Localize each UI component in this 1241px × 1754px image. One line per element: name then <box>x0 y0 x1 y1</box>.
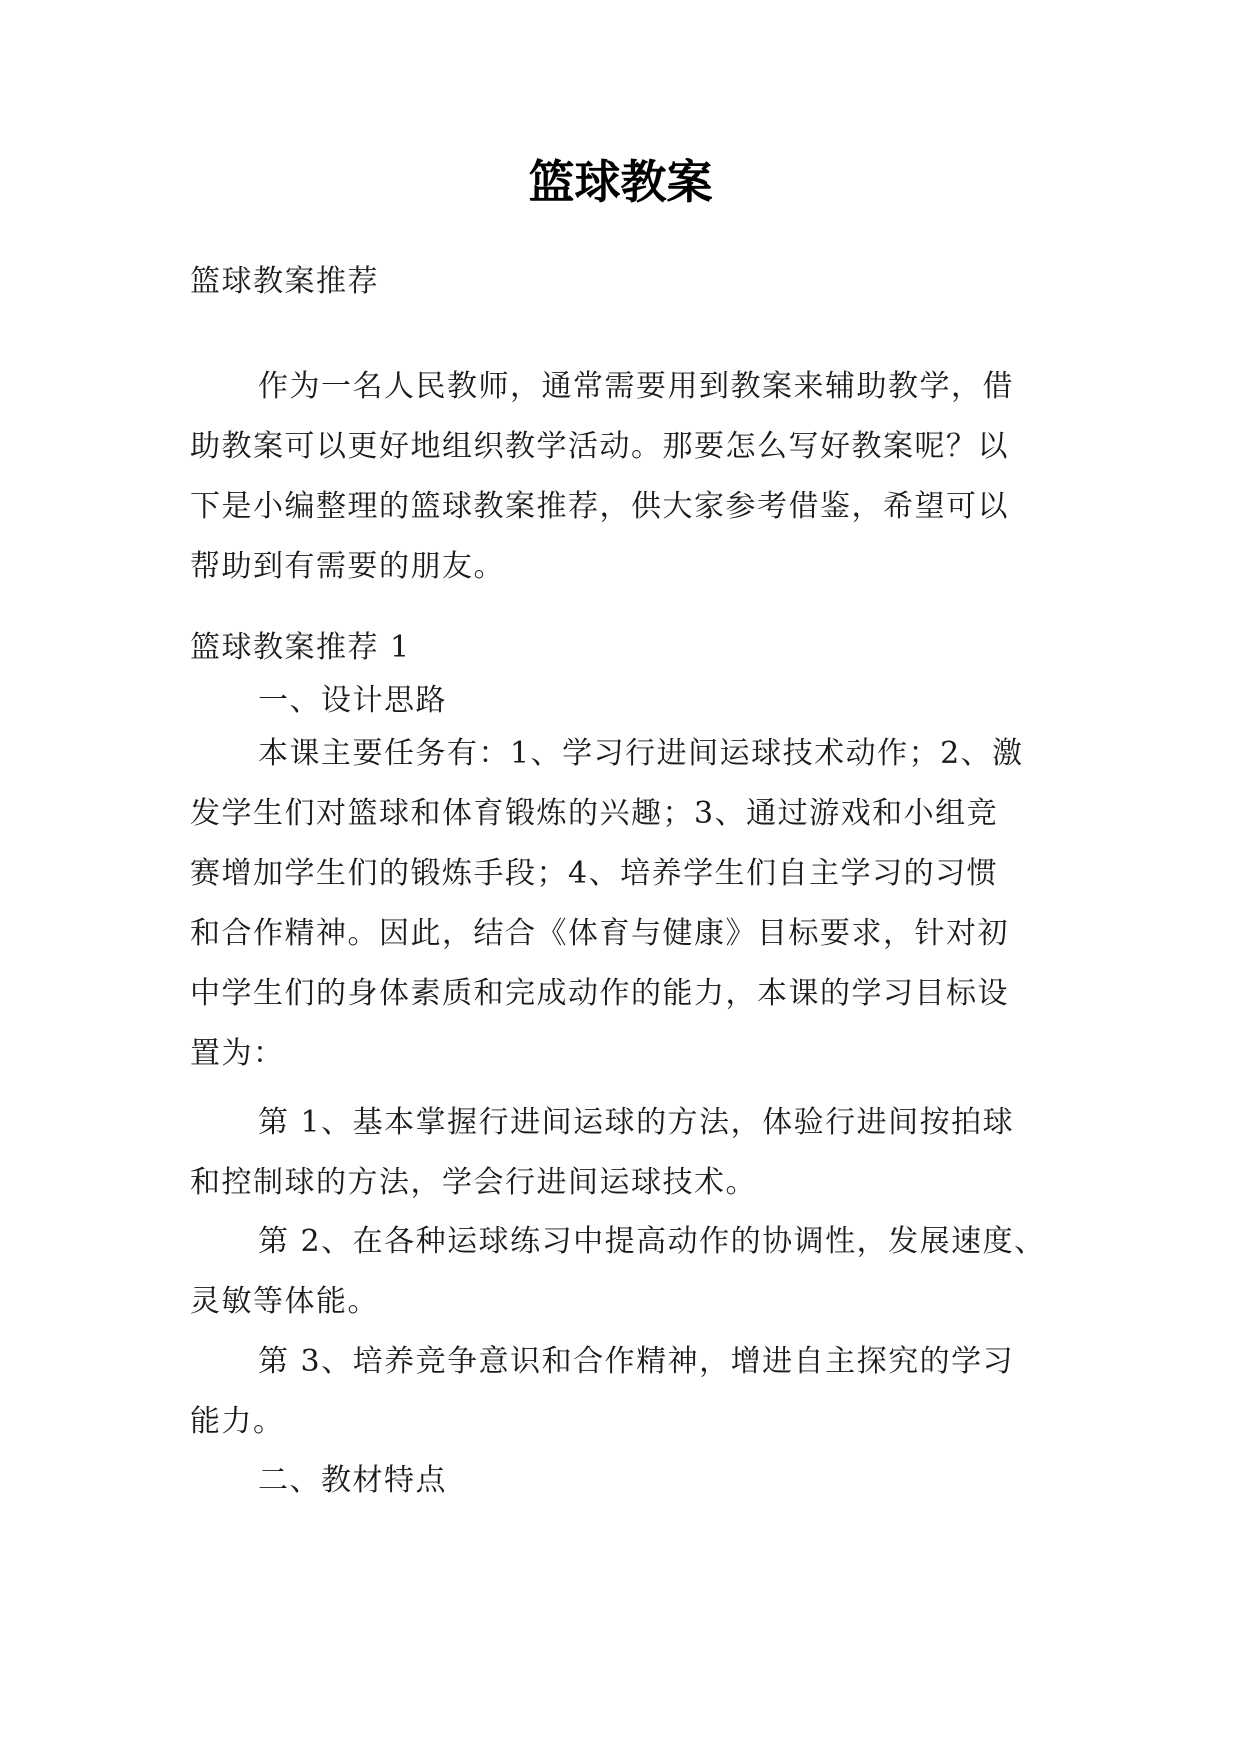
heading-text: 二、教材特点 <box>258 1463 447 1498</box>
tasks-line: 赛增加学生们的锻炼手段；4、培养学生们自主学习的习惯 <box>190 856 999 891</box>
document-title: 篮球教案 <box>528 155 713 209</box>
goal-line: 第 2、在各种运球练习中提高动作的协调性，发展速度、 <box>258 1224 1046 1259</box>
goal-line: 第 1、基本掌握行进间运球的方法，体验行进间按拍球 <box>258 1105 1015 1140</box>
goal-line: 灵敏等体能。 <box>190 1284 379 1319</box>
tasks-line: 置为： <box>190 1036 285 1071</box>
document-subtitle <box>190 252 1070 312</box>
section-title-text: 篮球教案推荐 1 <box>190 630 411 665</box>
heading-material-features <box>190 1451 1070 1511</box>
subtitle-text: 篮球教案推荐 <box>190 264 379 299</box>
section-title <box>190 618 1070 678</box>
tasks-line: 和合作精神。因此，结合《体育与健康》目标要求，针对初 <box>190 916 1009 951</box>
goal-3-paragraph <box>190 1332 1070 1452</box>
intro-line: 助教案可以更好地组织教学活动。那要怎么写好教案呢？以 <box>190 429 1009 464</box>
heading-design-ideas <box>190 671 1070 731</box>
tasks-line: 本课主要任务有：1、学习行进间运球技术动作；2、激 <box>258 736 1024 771</box>
tasks-line: 发学生们对篮球和体育锻炼的兴趣；3、通过游戏和小组竞 <box>190 796 999 831</box>
intro-line: 作为一名人民教师，通常需要用到教案来辅助教学，借 <box>258 369 1014 404</box>
goal-1-paragraph <box>190 1093 1070 1213</box>
heading-text: 一、设计思路 <box>258 683 447 718</box>
tasks-line: 中学生们的身体素质和完成动作的能力，本课的学习目标设 <box>190 976 1009 1011</box>
goal-line: 能力。 <box>190 1404 285 1439</box>
goal-2-paragraph <box>190 1212 1070 1332</box>
goal-line: 第 3、培养竞争意识和合作精神，增进自主探究的学习 <box>258 1344 1015 1379</box>
intro-paragraph <box>190 357 1070 597</box>
intro-line: 帮助到有需要的朋友。 <box>190 549 505 584</box>
intro-line: 下是小编整理的篮球教案推荐，供大家参考借鉴，希望可以 <box>190 489 1009 524</box>
goal-line: 和控制球的方法，学会行进间运球技术。 <box>190 1165 757 1200</box>
tasks-paragraph <box>190 724 1070 1084</box>
